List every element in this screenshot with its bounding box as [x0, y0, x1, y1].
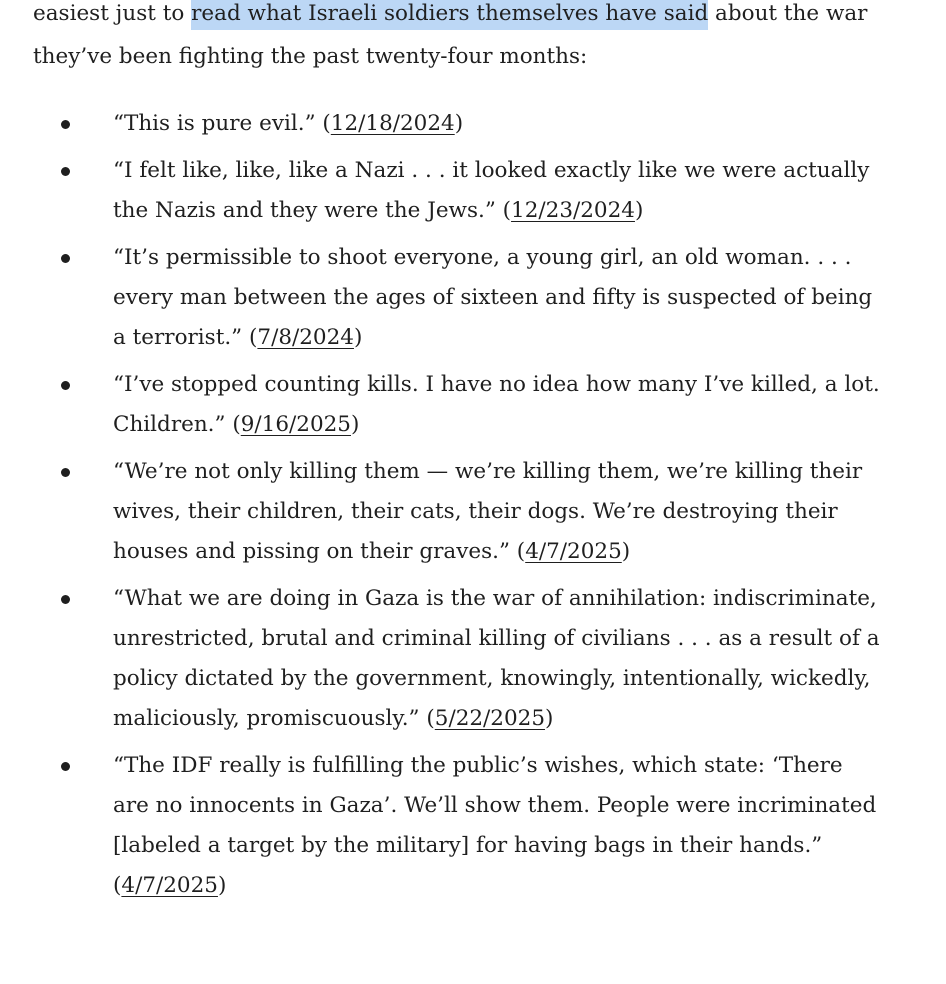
bullet-icon — [61, 381, 70, 390]
intro-paragraph — [33, 0, 913, 78]
bullet-icon — [61, 468, 70, 477]
intro-text-after: about the war they’ve been fighting the past twenty-four months: — [33, 1, 868, 69]
source-date-link[interactable]: 4/7/2025 — [121, 873, 218, 898]
list-item: “It’s permissible to shoot everyone, a young girl, an old woman. . . . every man between the ages of sixteen and fifty is suspected of being a terrorist.” (7/8/2024) — [33, 238, 883, 358]
list-item: “This is pure evil.” (12/18/2024) — [33, 104, 883, 144]
list-item: “I’ve stopped counting kills. I have no idea how many I’ve killed, a lot. Children.” (9/16/2025) — [33, 365, 883, 445]
selected-text-highlight[interactable]: read what Israeli soldiers themselves have said — [191, 0, 708, 30]
source-date-link[interactable]: 12/18/2024 — [330, 111, 455, 136]
source-date-link[interactable]: 5/22/2025 — [434, 706, 546, 731]
list-item: “What we are doing in Gaza is the war of annihilation: indiscriminate, unrestricted, brutal and criminal killing of civilians . . . as a result of a policy dictated by the government, knowingly, intentionally, wickedly, maliciously, promiscuously.” (5/22/2025) — [33, 579, 883, 739]
bullet-icon — [61, 595, 70, 604]
list-item: “I felt like, like, like a Nazi . . . it looked exactly like we were actually the Nazis and they were the Jews.” (12/23/2024) — [33, 151, 883, 231]
quote-text: “It’s permissible to shoot everyone, a young girl, an old woman. . . . every man between the ages of sixteen and fifty is suspected of being a terrorist.” — [113, 245, 873, 350]
intro-text-before: easiest just to — [33, 1, 192, 26]
source-date-link[interactable]: 9/16/2025 — [240, 412, 351, 437]
quote-text: “What we are doing in Gaza is the war of annihilation: indiscriminate, unrestricted, brutal and criminal killing of civilians . . . as a result of a policy dictated by the government, knowingly, intentionally, wickedly, maliciously, promiscuously.” — [113, 586, 880, 731]
quote-text: “I’ve stopped counting kills. I have no idea how many I’ve killed, a lot. Children.” — [113, 372, 880, 437]
source-date-link[interactable]: 4/7/2025 — [525, 539, 622, 564]
list-item: “We’re not only killing them — we’re killing them, we’re killing their wives, their children, their cats, their dogs. We’re destroying their houses and pissing on their graves.” (4/7/2025) — [33, 452, 883, 572]
list-item: “The IDF really is fulfilling the public’s wishes, which state: ‘There are no innocents in Gaza’. We’ll show them. People were incriminated [labeled a target by the military] for having bags in their hands.” (4/7/2025) — [33, 746, 883, 906]
quote-text: “I felt like, like, like a Nazi . . . it looked exactly like we were actually the Nazis and they were the Jews.” — [113, 158, 870, 223]
bullet-icon — [61, 762, 70, 771]
bullet-icon — [61, 120, 70, 129]
source-date-link[interactable]: 12/23/2024 — [511, 198, 635, 223]
quote-text: “We’re not only killing them — we’re killing them, we’re killing their wives, their children, their cats, their dogs. We’re destroying their houses and pissing on their graves.” — [113, 459, 863, 564]
quote-text: “This is pure evil.” — [113, 111, 316, 136]
source-date-link[interactable]: 7/8/2024 — [257, 325, 354, 350]
quote-text: “The IDF really is fulfilling the public’s wishes, which state: ‘There are no innocents in Gaza’. We’ll show them. People were incriminated [labeled a target by the military] for having bags in their hands.” — [113, 753, 877, 858]
article-excerpt — [33, 0, 913, 913]
bullet-icon — [61, 254, 70, 263]
bullet-icon — [61, 167, 70, 176]
quote-list — [33, 104, 913, 906]
